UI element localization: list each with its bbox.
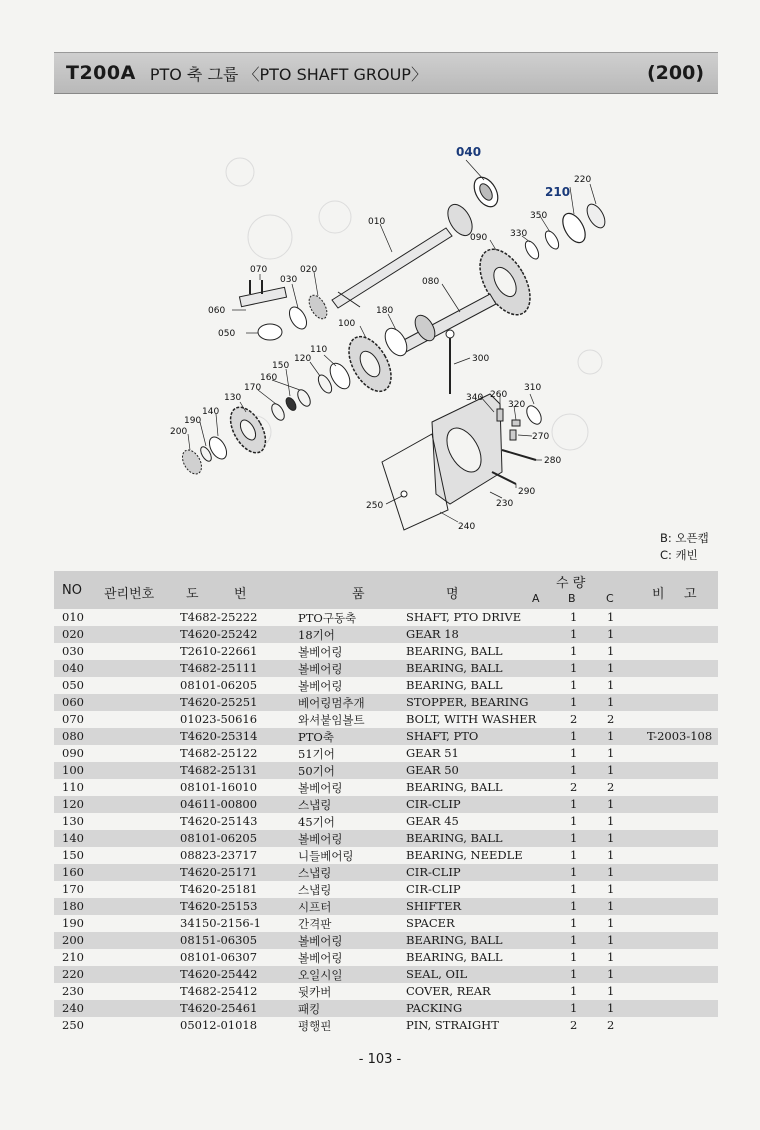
- cell-no: 110: [62, 780, 84, 794]
- cell-name-korean: 시프터: [298, 900, 332, 914]
- cell-drawing-number: T4620-25442: [180, 967, 258, 981]
- header-remark-2: 고: [684, 587, 697, 602]
- bearing-140: [206, 434, 230, 462]
- cell-name-korean: 볼베어링: [298, 934, 343, 948]
- cell-no: 220: [62, 967, 84, 981]
- cell-qty-c: 2: [607, 780, 615, 794]
- part-label: 140: [202, 407, 220, 417]
- part-label: 130: [224, 393, 242, 403]
- cell-no: 080: [62, 729, 84, 743]
- cell-no: 200: [62, 933, 84, 947]
- cell-drawing-number: 08101-06205: [180, 831, 258, 845]
- cell-name-english: SHIFTER: [406, 899, 462, 913]
- table-row: [54, 966, 718, 983]
- cell-name-korean: 볼베어링: [298, 679, 343, 693]
- part-label: 010: [368, 217, 386, 227]
- table-row: [54, 626, 718, 643]
- cell-qty-b: 1: [570, 661, 578, 675]
- part-label: 210: [545, 185, 571, 199]
- header-qty: 수 량: [556, 576, 586, 591]
- cell-qty-c: 2: [607, 712, 615, 726]
- pin-300-head: [446, 330, 454, 338]
- cell-name-korean: 볼베어링: [298, 951, 343, 965]
- cell-drawing-number: T4682-25222: [180, 610, 258, 624]
- cell-drawing-number: T4682-25131: [180, 763, 258, 777]
- cell-qty-b: 1: [570, 967, 578, 981]
- part-label: 330: [510, 229, 528, 239]
- part-label: 020: [300, 265, 318, 275]
- cell-qty-c: 2: [607, 1018, 615, 1032]
- bearing-050: [258, 324, 282, 340]
- cell-qty-c: 1: [607, 729, 615, 743]
- cell-qty-c: 1: [607, 610, 615, 624]
- section-number: (200): [646, 62, 704, 84]
- cell-drawing-number: 08101-16010: [180, 780, 258, 794]
- part-label: 200: [170, 427, 188, 437]
- bolt-280: [502, 450, 536, 460]
- part-label: 160: [260, 373, 278, 383]
- cell-drawing-number: 08151-06305: [180, 933, 258, 947]
- part-label: 240: [458, 522, 476, 532]
- cell-name-english: BOLT, WITH WASHER: [406, 712, 537, 726]
- cell-name-english: CIR-CLIP: [406, 865, 461, 879]
- cell-no: 130: [62, 814, 84, 828]
- cell-name-english: SHAFT, PTO DRIVE: [406, 610, 522, 624]
- cell-drawing-number: 01023-50616: [180, 712, 258, 726]
- cell-qty-c: 1: [607, 644, 615, 658]
- cell-qty-c: 1: [607, 797, 615, 811]
- cell-qty-b: 1: [570, 848, 578, 862]
- part-270: [510, 430, 516, 440]
- cell-no: 070: [62, 712, 84, 726]
- cell-qty-b: 1: [570, 1001, 578, 1015]
- cell-no: 050: [62, 678, 84, 692]
- cell-name-english: CIR-CLIP: [406, 797, 461, 811]
- cell-drawing-number: T4620-25143: [180, 814, 258, 828]
- cell-qty-b: 1: [570, 916, 578, 930]
- exploded-parts-diagram: [160, 132, 620, 537]
- part-label: 260: [490, 390, 508, 400]
- table-row: [54, 796, 718, 813]
- cell-qty-c: 1: [607, 950, 615, 964]
- cell-qty-b: 1: [570, 797, 578, 811]
- cell-no: 090: [62, 746, 84, 760]
- gear-18: [305, 292, 330, 322]
- part-label: 100: [338, 319, 356, 329]
- cell-drawing-number: 04611-00800: [180, 797, 258, 811]
- part-label: 150: [272, 361, 290, 371]
- cell-name-english: BEARING, BALL: [406, 950, 503, 964]
- legend-cabin: C: 캐빈: [660, 548, 698, 562]
- cell-drawing-number: T4620-25181: [180, 882, 258, 896]
- ring-350: [543, 229, 562, 251]
- part-label: 170: [244, 383, 262, 393]
- bearing-210: [558, 210, 590, 247]
- table-row: [54, 694, 718, 711]
- cell-name-english: BEARING, BALL: [406, 661, 503, 675]
- cell-qty-b: 1: [570, 695, 578, 709]
- cell-no: 250: [62, 1018, 84, 1032]
- part-label: 030: [280, 275, 298, 285]
- part-label: 230: [496, 499, 514, 509]
- cell-qty-b: 1: [570, 984, 578, 998]
- cell-name-korean: 볼베어링: [298, 645, 343, 659]
- part-label: 340: [466, 393, 484, 403]
- parts-table: [54, 571, 718, 1034]
- cell-drawing-number: 08101-06307: [180, 950, 258, 964]
- cell-name-korean: 51기어: [298, 747, 335, 761]
- cell-no: 140: [62, 831, 84, 845]
- cell-drawing-number: 08101-06205: [180, 678, 258, 692]
- part-label: 310: [524, 383, 542, 393]
- legend: [660, 530, 709, 564]
- cell-no: 020: [62, 627, 84, 641]
- cell-qty-c: 1: [607, 746, 615, 760]
- cell-drawing-number: T4620-25171: [180, 865, 258, 879]
- cell-drawing-number: T4620-25153: [180, 899, 258, 913]
- part-label: 270: [532, 432, 550, 442]
- ghost-shapes: [226, 158, 602, 450]
- cell-no: 120: [62, 797, 84, 811]
- cell-qty-c: 1: [607, 627, 615, 641]
- cell-qty-c: 1: [607, 933, 615, 947]
- cell-qty-c: 1: [607, 865, 615, 879]
- cell-name-english: COVER, REAR: [406, 984, 491, 998]
- part-label: 190: [184, 416, 202, 426]
- cell-drawing-number: T4620-25461: [180, 1001, 258, 1015]
- table-row: [54, 643, 718, 660]
- table-row: [54, 915, 718, 932]
- cell-name-english: PACKING: [406, 1001, 463, 1015]
- cell-drawing-number: T4620-25314: [180, 729, 258, 743]
- table-row: [54, 949, 718, 966]
- cell-name-korean: 와셔붙임볼트: [298, 713, 365, 727]
- cell-drawing-number: T4682-25111: [180, 661, 258, 675]
- table-row: [54, 609, 718, 626]
- table-row: [54, 779, 718, 796]
- cell-qty-b: 1: [570, 678, 578, 692]
- table-row: [54, 711, 718, 728]
- table-row: [54, 983, 718, 1000]
- cell-name-korean: 볼베어링: [298, 781, 343, 795]
- cell-qty-b: 2: [570, 712, 578, 726]
- cell-qty-c: 1: [607, 899, 615, 913]
- diagram-labels: [170, 145, 591, 532]
- header-remark-1: 비: [652, 587, 665, 602]
- cell-no: 210: [62, 950, 84, 964]
- table-row: [54, 932, 718, 949]
- table-body: [54, 609, 718, 1034]
- cell-no: 180: [62, 899, 84, 913]
- cell-name-korean: 평행핀: [298, 1019, 332, 1033]
- cell-name-korean: 45기어: [298, 815, 335, 829]
- part-label: 080: [422, 277, 440, 287]
- cell-name-korean: PTO구동축: [298, 611, 357, 625]
- section-title: PTO 축 그룹 〈PTO SHAFT GROUP〉: [149, 64, 427, 84]
- cell-no: 160: [62, 865, 84, 879]
- part-320: [512, 420, 520, 426]
- part-260: [497, 409, 503, 421]
- table-row: [54, 677, 718, 694]
- table-row: [54, 728, 718, 745]
- header-dwg-2: 번: [234, 587, 247, 602]
- table-row: [54, 762, 718, 779]
- bearing-110: [326, 360, 354, 392]
- bolt-290: [492, 472, 516, 484]
- part-label: 110: [310, 345, 328, 355]
- cell-name-korean: 패킹: [298, 1002, 321, 1016]
- cell-name-english: GEAR 45: [406, 814, 459, 828]
- header-dwg-1: 도: [186, 587, 199, 602]
- cell-qty-b: 2: [570, 780, 578, 794]
- cell-name-korean: 베어링멈추개: [298, 696, 365, 710]
- section-code: T200A: [66, 62, 136, 84]
- header-qty-a: A: [532, 592, 540, 605]
- cell-drawing-number: 34150-2156-1: [180, 916, 261, 930]
- cell-drawing-number: 08823-23717: [180, 848, 258, 862]
- cell-no: 060: [62, 695, 84, 709]
- table-row: [54, 1017, 718, 1034]
- cell-qty-c: 1: [607, 678, 615, 692]
- cell-name-english: BEARING, BALL: [406, 933, 503, 947]
- part-label: 220: [574, 175, 592, 185]
- cell-no: 040: [62, 661, 84, 675]
- cell-no: 030: [62, 644, 84, 658]
- cell-name-korean: 스냅링: [298, 866, 332, 880]
- cell-name-korean: 50기어: [298, 764, 335, 778]
- cell-name-english: SEAL, OIL: [406, 967, 468, 981]
- cell-name-korean: 스냅링: [298, 798, 332, 812]
- cell-name-english: BEARING, BALL: [406, 644, 503, 658]
- pto-shaft: [400, 294, 496, 352]
- part-310: [524, 403, 544, 426]
- cell-qty-b: 1: [570, 814, 578, 828]
- cell-name-english: SPACER: [406, 916, 455, 930]
- part-label: 050: [218, 329, 236, 339]
- cell-qty-b: 1: [570, 933, 578, 947]
- oil-seal-220: [583, 201, 608, 231]
- cell-drawing-number: T2610-22661: [180, 644, 258, 658]
- part-label: 350: [530, 211, 548, 221]
- cell-no: 010: [62, 610, 84, 624]
- cell-name-korean: 18기어: [298, 628, 335, 642]
- part-label: 250: [366, 501, 384, 511]
- table-row: [54, 864, 718, 881]
- cell-qty-b: 1: [570, 899, 578, 913]
- spacer-330: [523, 239, 542, 261]
- cell-name-english: PIN, STRAIGHT: [406, 1018, 499, 1032]
- cell-drawing-number: T4620-25242: [180, 627, 258, 641]
- cell-qty-c: 1: [607, 848, 615, 862]
- page-number: - 103 -: [358, 1052, 402, 1067]
- cell-name-english: CIR-CLIP: [406, 882, 461, 896]
- cell-qty-b: 1: [570, 746, 578, 760]
- part-label: 090: [470, 233, 488, 243]
- table-row: [54, 660, 718, 677]
- cell-qty-b: 1: [570, 627, 578, 641]
- cell-qty-c: 1: [607, 695, 615, 709]
- cell-drawing-number: 05012-01018: [180, 1018, 258, 1032]
- cell-qty-b: 1: [570, 882, 578, 896]
- cell-no: 240: [62, 1001, 84, 1015]
- cell-qty-c: 1: [607, 661, 615, 675]
- cell-name-english: BEARING, NEEDLE: [406, 848, 523, 862]
- cell-qty-b: 1: [570, 831, 578, 845]
- bearing-030: [286, 304, 310, 332]
- cell-qty-b: 1: [570, 610, 578, 624]
- table-row: [54, 847, 718, 864]
- cell-name-korean: PTO축: [298, 730, 334, 744]
- cell-qty-c: 1: [607, 882, 615, 896]
- part-label: 300: [472, 354, 490, 364]
- cell-qty-c: 1: [607, 814, 615, 828]
- legend-open-cab: B: 오픈캡: [660, 531, 709, 545]
- cell-name-korean: 스냅링: [298, 883, 332, 897]
- clip-170: [269, 402, 287, 423]
- cell-qty-c: 1: [607, 984, 615, 998]
- header-qty-b: B: [568, 592, 576, 605]
- part-label: 040: [456, 145, 482, 159]
- bearing-200: [179, 447, 206, 478]
- table-row: [54, 745, 718, 762]
- title-bar: [54, 52, 718, 94]
- cell-name-english: SHAFT, PTO: [406, 729, 479, 743]
- cell-no: 150: [62, 848, 84, 862]
- cell-name-english: GEAR 50: [406, 763, 459, 777]
- part-label: 120: [294, 354, 312, 364]
- table-row: [54, 830, 718, 847]
- cell-no: 170: [62, 882, 84, 896]
- cell-no: 190: [62, 916, 84, 930]
- part-label: 060: [208, 306, 226, 316]
- cell-qty-b: 1: [570, 763, 578, 777]
- cell-remark: T-2003-108: [647, 729, 713, 743]
- cell-qty-c: 1: [607, 1001, 615, 1015]
- table-row: [54, 1000, 718, 1017]
- clip-160: [295, 388, 313, 409]
- cell-name-korean: 볼베어링: [298, 832, 343, 846]
- cell-name-korean: 니들베어링: [298, 849, 354, 863]
- cell-name-english: STOPPER, BEARING: [406, 695, 529, 709]
- table-row: [54, 898, 718, 915]
- cell-name-korean: 뒷카버: [298, 985, 332, 999]
- part-label: 070: [250, 265, 268, 275]
- header-qty-c: C: [606, 592, 614, 605]
- cell-name-korean: 간격판: [298, 917, 332, 931]
- cell-name-korean: 오일시일: [298, 968, 343, 982]
- header-no: NO: [62, 583, 82, 598]
- header-name-2: 명: [446, 587, 459, 602]
- cell-drawing-number: T4682-25122: [180, 746, 258, 760]
- cell-qty-b: 1: [570, 950, 578, 964]
- needle-bearing-150: [284, 396, 298, 412]
- table-row: [54, 813, 718, 830]
- pto-drive-shaft: [332, 228, 452, 308]
- part-label: 180: [376, 306, 394, 316]
- cell-name-english: GEAR 18: [406, 627, 459, 641]
- cell-name-english: BEARING, BALL: [406, 831, 503, 845]
- cell-qty-c: 1: [607, 763, 615, 777]
- part-label: 320: [508, 400, 526, 410]
- cell-name-english: BEARING, BALL: [406, 678, 503, 692]
- cell-qty-c: 1: [607, 916, 615, 930]
- table-header: [54, 571, 718, 609]
- cell-drawing-number: T4682-25412: [180, 984, 258, 998]
- cell-no: 100: [62, 763, 84, 777]
- cell-drawing-number: T4620-25251: [180, 695, 258, 709]
- header-mgmt: 관리번호: [104, 587, 155, 602]
- cell-name-english: BEARING, BALL: [406, 780, 503, 794]
- cell-name-korean: 볼베어링: [298, 662, 343, 676]
- cell-name-english: GEAR 51: [406, 746, 459, 760]
- cell-qty-b: 2: [570, 1018, 578, 1032]
- cell-qty-b: 1: [570, 644, 578, 658]
- part-label: 290: [518, 487, 536, 497]
- cell-qty-b: 1: [570, 729, 578, 743]
- cell-no: 230: [62, 984, 84, 998]
- cell-qty-c: 1: [607, 967, 615, 981]
- part-label: 280: [544, 456, 562, 466]
- header-name-1: 품: [352, 587, 365, 602]
- table-row: [54, 881, 718, 898]
- cell-qty-b: 1: [570, 865, 578, 879]
- cell-qty-c: 1: [607, 831, 615, 845]
